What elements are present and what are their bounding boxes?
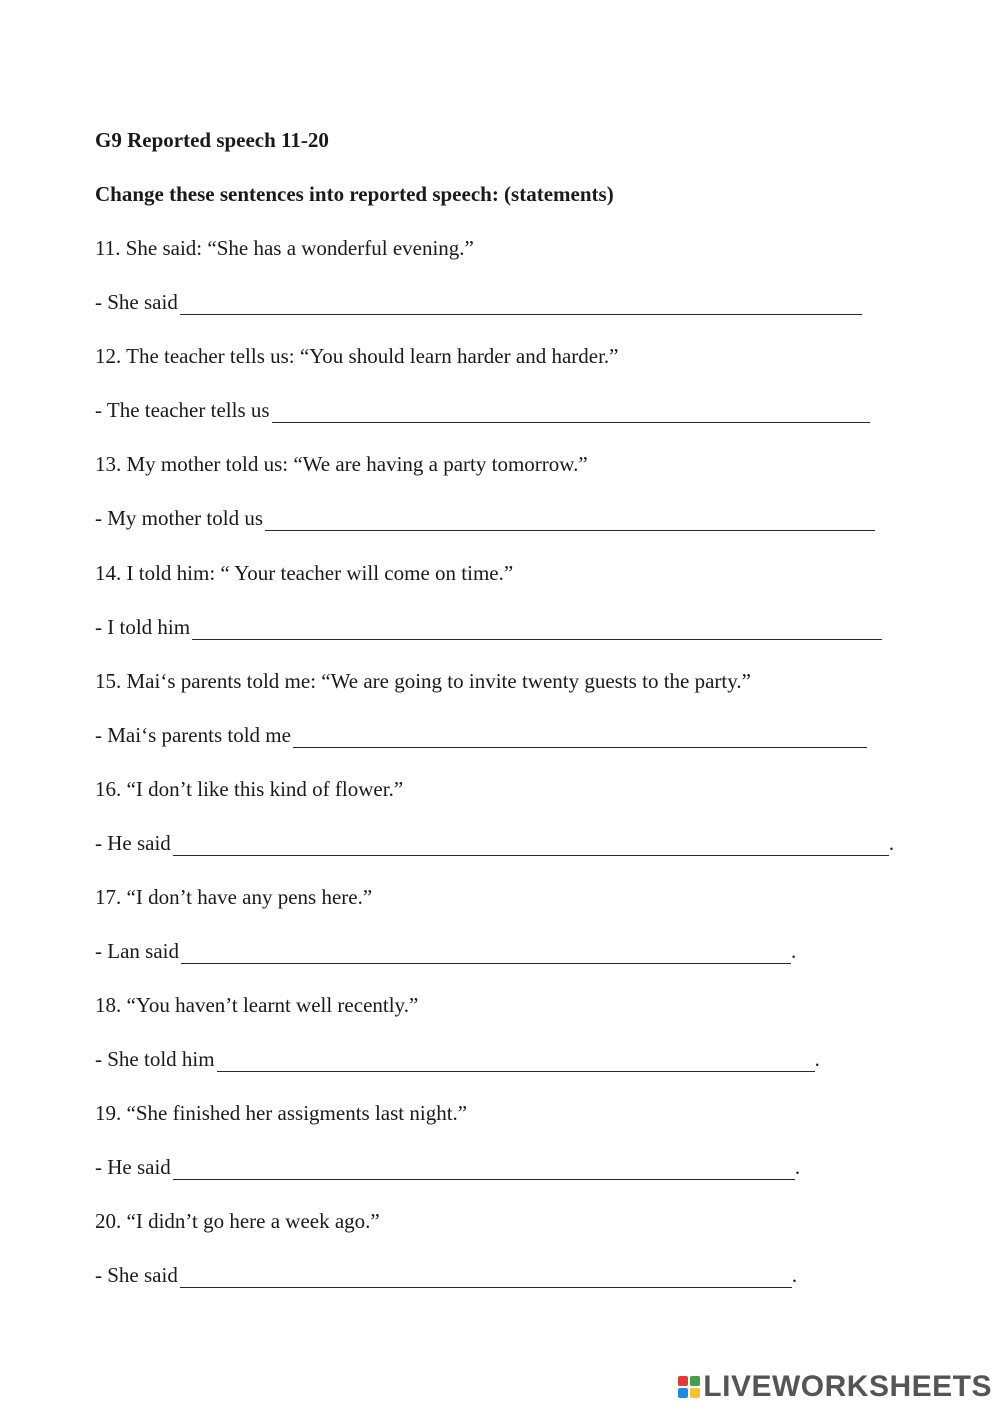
answer-lead: - Lan said [95,939,179,963]
question-prompt: 13. My mother told us: “We are having a party tomorrow.” [95,452,588,476]
answer-lead: - She said [95,290,178,314]
answer-lead: - I told him [95,615,191,639]
answer-blank[interactable] [272,402,870,423]
answer-lead: - He said [95,831,171,855]
question-prompt: 18. “You haven’t learnt well recently.” [95,993,419,1017]
answer-end: . [790,939,797,963]
answer-blank[interactable] [173,1159,795,1180]
answer-row [95,614,882,640]
question-prompt: 15. Mai‘s parents told me: “We are going to invite twenty guests to the party.” [95,669,751,693]
answer-blank[interactable] [217,1051,815,1072]
answer-row [95,1046,820,1072]
answer-lead: - He said [95,1155,171,1179]
answer-lead: - She said [95,1263,178,1287]
liveworksheets-logo [678,1367,992,1407]
question-prompt: 17. “I don’t have any pens here.” [95,885,373,909]
answer-end: . [814,1047,820,1071]
logo-square [678,1388,688,1398]
answer-blank[interactable] [180,294,862,315]
answer-row [95,1154,800,1180]
answer-blank[interactable] [180,1267,792,1288]
worksheet-title: G9 Reported speech 11-20 [95,128,329,152]
question-prompt: 12. The teacher tells us: “You should learn harder and harder.” [95,344,619,368]
logo-square [678,1376,688,1386]
answer-row [95,1262,797,1288]
question-prompt: 14. I told him: “ Your teacher will come on time.” [95,561,514,585]
answer-end: . [888,831,895,855]
answer-end: . [791,1263,798,1287]
answer-end: . [794,1155,801,1179]
answer-blank[interactable] [265,510,875,531]
answer-lead: - Mai‘s parents told me [95,723,291,747]
question-prompt: 20. “I didn’t go here a week ago.” [95,1209,380,1233]
question-prompt: 16. “I don’t like this kind of flower.” [95,777,404,801]
answer-blank[interactable] [192,619,882,640]
answer-lead: - The teacher tells us [95,398,270,422]
answer-lead: - She told him [95,1047,215,1071]
question-prompt: 11. She said: “She has a wonderful evening.” [95,236,474,260]
answer-row [95,722,867,748]
answer-blank[interactable] [181,943,791,964]
answer-lead: - My mother told us [95,506,263,530]
answer-blank[interactable] [293,727,867,748]
logo-text: LIVEWORKSHEETS [703,1370,992,1403]
logo-squares-icon [678,1376,700,1398]
instruction: Change these sentences into reported speech: (statements) [95,182,614,206]
answer-row [95,289,862,315]
logo-square [690,1376,700,1386]
answer-row [95,397,870,423]
answer-row [95,938,796,964]
answer-row [95,830,894,856]
answer-row [95,505,875,531]
logo-square [690,1388,700,1398]
question-prompt: 19. “She finished her assigments last night.” [95,1101,468,1125]
answer-blank[interactable] [173,835,889,856]
